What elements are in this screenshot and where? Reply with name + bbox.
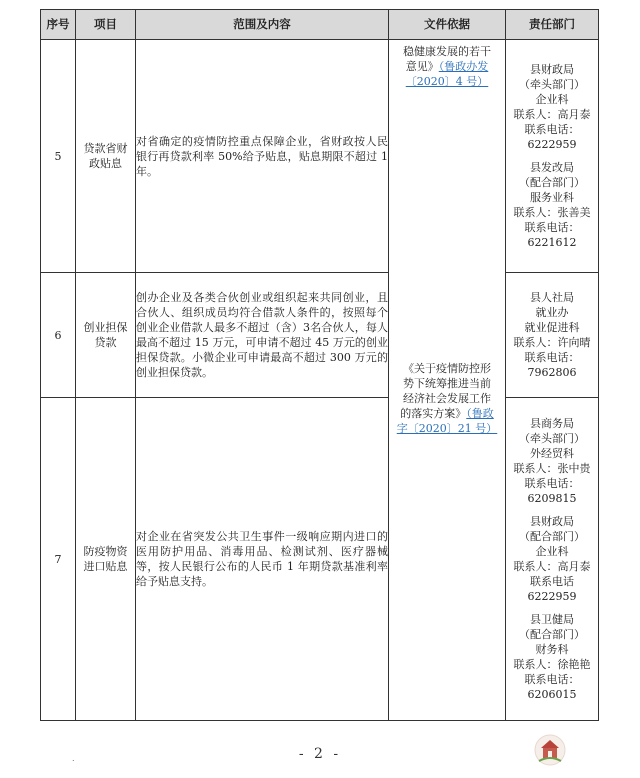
dept-line: 联系电话： xyxy=(524,123,580,136)
row-item xyxy=(76,273,136,398)
dept-block xyxy=(506,416,598,506)
item-line: 进口贴息 xyxy=(83,560,128,573)
dept-block xyxy=(506,160,598,250)
dept-line: 联系电话： xyxy=(524,221,580,234)
header-num: 序号 xyxy=(41,10,76,40)
row-dept xyxy=(506,398,599,721)
row-scope: 创办企业及各类合伙创业或组织起来共同创业，且合伙人、组织成员均符合借款人条件的，按照每个创业企业借款人最多不超过（含）3名合伙人，每人最高不超过 15 万元，可申请不超过 45 万元的创业担保贷款。小微企业可申请最高不超过 300 万元的创业担保贷款。 xyxy=(136,273,389,398)
dept-line: （牵头部门） xyxy=(519,78,585,91)
dept-line: （配合部门） xyxy=(519,628,585,641)
dept-phone: 7962806 xyxy=(527,366,577,379)
table-row xyxy=(41,273,599,398)
row-item xyxy=(76,40,136,273)
dept-phone: 6221612 xyxy=(527,236,577,249)
dept-contact: 联系人：张善美 xyxy=(513,206,591,219)
dept-block xyxy=(506,514,598,604)
footer-dot: . xyxy=(72,754,75,763)
dept-contact: 联系人：徐艳艳 xyxy=(513,658,591,671)
row-scope: 对省确定的疫情防控重点保障企业，省财政按人民银行再贷款利率 50%给予贴息，贴息期限不超过 1 年。 xyxy=(136,40,389,273)
dept-line: 外经贸科 xyxy=(530,447,574,460)
dept-contact: 联系人：张中贵 xyxy=(513,462,591,475)
item-line: 政贴息 xyxy=(89,157,122,170)
basis-line: 势下统筹推进当前 xyxy=(403,377,491,390)
basis-line: 《关于疫情防控形 xyxy=(403,362,491,375)
dept-phone: 6209815 xyxy=(527,492,577,505)
dept-line: 企业科 xyxy=(535,93,569,106)
dept-line: 财务科 xyxy=(535,643,569,656)
dept-contact: 联系人：许向晴 xyxy=(513,336,591,349)
basis-doc-2 xyxy=(389,361,505,436)
header-row xyxy=(41,10,599,40)
basis-doc-link[interactable]: 字〔2020〕21 号） xyxy=(396,422,498,435)
dept-line: （配合部门） xyxy=(519,530,585,543)
row-number: 7 xyxy=(41,398,76,721)
basis-line: 意见》 xyxy=(405,60,439,73)
item-line: 防疫物资 xyxy=(83,545,128,558)
dept-phone: 6206015 xyxy=(527,688,577,701)
row-item xyxy=(76,398,136,721)
dept-line: 县人社局 xyxy=(530,291,574,304)
dept-line: 就业促进科 xyxy=(524,321,580,334)
dept-block xyxy=(506,290,598,380)
row-dept xyxy=(506,273,599,398)
dept-line: 县发改局 xyxy=(530,161,574,174)
basis-line: 的落实方案》 xyxy=(400,407,467,420)
header-dept: 责任部门 xyxy=(506,10,599,40)
dept-line: 联系电话： xyxy=(524,673,580,686)
dept-block xyxy=(506,62,598,152)
basis-line: 稳健康发展的若干 xyxy=(403,45,491,58)
dept-block xyxy=(506,612,598,702)
basis-doc-link[interactable]: 〔2020〕4 号） xyxy=(405,75,489,88)
header-item: 项目 xyxy=(76,10,136,40)
dept-contact: 联系人：高月泰 xyxy=(513,108,591,121)
dept-line: 服务业科 xyxy=(530,191,574,204)
dept-contact: 联系人：高月泰 xyxy=(513,560,591,573)
dept-line: （牵头部门） xyxy=(519,432,585,445)
dept-line: 企业科 xyxy=(535,545,569,558)
item-line: 贷款省财 xyxy=(83,142,128,155)
policy-table xyxy=(40,9,599,721)
page-number: - 2 - xyxy=(298,746,342,762)
row-scope: 对企业在省突发公共卫生事件一级响应期内进口的医用防护用品、消毒用品、检测试剂、医疗器械等，按人民银行公布的人民币 1 年期贷款基准利率给予贴息支持。 xyxy=(136,398,389,721)
dept-line: 县财政局 xyxy=(530,63,574,76)
basis-doc-link[interactable]: （鲁政办发 xyxy=(438,60,489,73)
dept-line: 县卫健局 xyxy=(530,613,574,626)
item-line: 创业担保 xyxy=(83,321,128,334)
row-number: 5 xyxy=(41,40,76,273)
dept-line: （配合部门） xyxy=(519,176,585,189)
basis-doc-link[interactable]: （鲁政 xyxy=(466,407,494,420)
header-basis: 文件依据 xyxy=(389,10,506,40)
dept-line: 县商务局 xyxy=(530,417,574,430)
dept-line: 就业办 xyxy=(535,306,569,319)
table-row xyxy=(41,398,599,721)
dept-line: 联系电话： xyxy=(524,351,580,364)
item-line: 贷款 xyxy=(94,336,117,349)
basis-doc-1 xyxy=(389,44,505,89)
emblem-logo-icon xyxy=(533,734,567,766)
dept-phone: 6222959 xyxy=(527,138,577,151)
row-dept xyxy=(506,40,599,273)
row-number: 6 xyxy=(41,273,76,398)
header-scope: 范围及内容 xyxy=(136,10,389,40)
dept-line: 县财政局 xyxy=(530,515,574,528)
dept-line: 联系电话： xyxy=(524,477,580,490)
table-row xyxy=(41,40,599,273)
dept-phone: 联系电话6222959 xyxy=(527,575,577,603)
basis-cell xyxy=(389,40,506,721)
basis-line: 经济社会发展工作 xyxy=(403,392,491,405)
